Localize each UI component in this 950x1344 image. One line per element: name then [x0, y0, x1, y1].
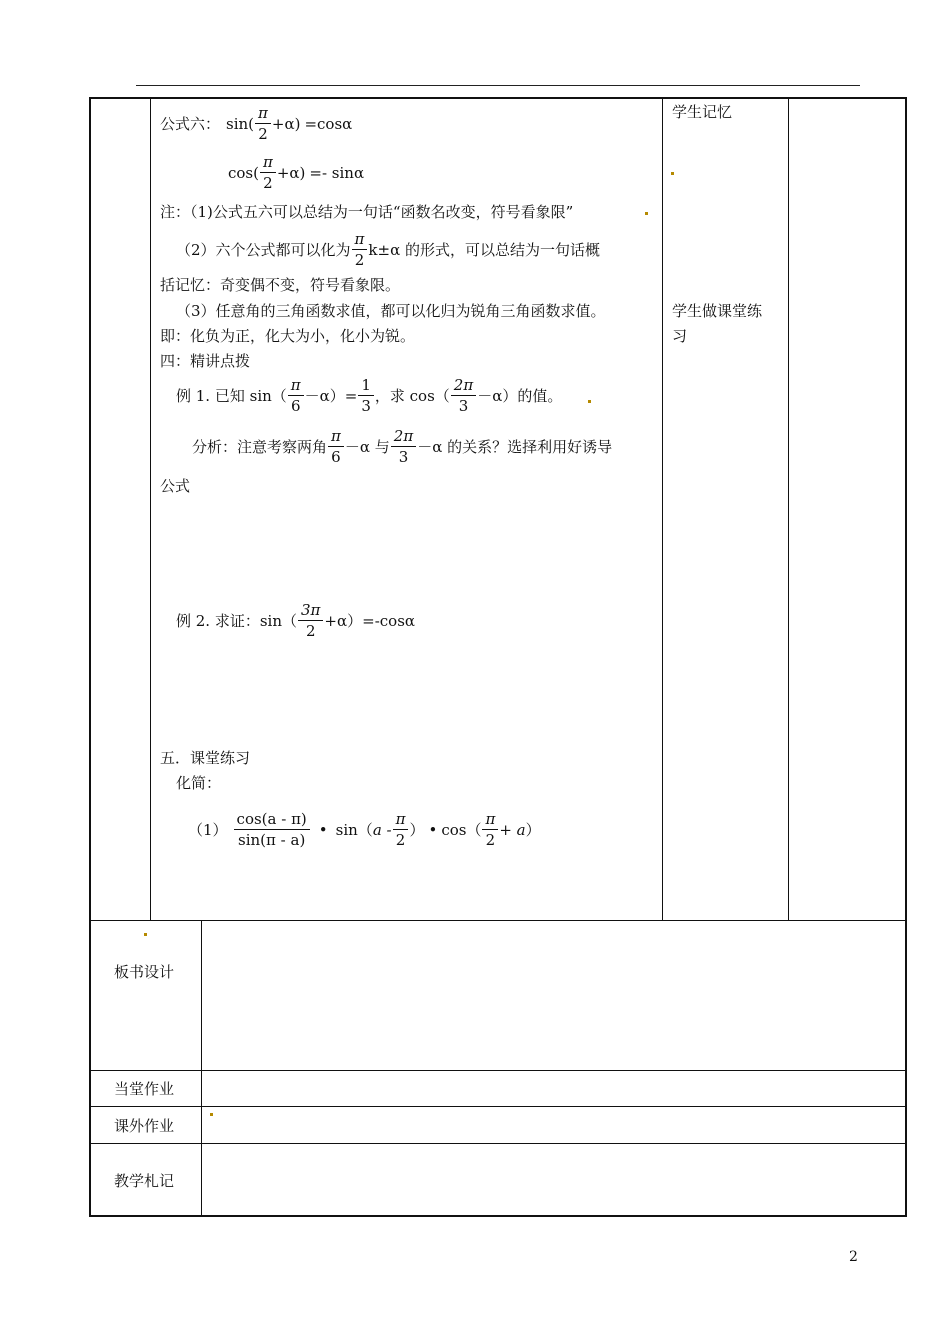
analysis-text-b: －α 与 [344, 437, 390, 456]
fraction-3pi-over-2 [298, 601, 323, 640]
fraction-pi-over-2 [482, 810, 498, 849]
side-note-2-line-2: 习 [672, 327, 688, 345]
note-2-text-a: （2）六个公式都可以化为 [176, 240, 351, 259]
close-paren: ） [409, 820, 425, 839]
analysis-line-2: 公式 [160, 477, 191, 495]
table-border-top [89, 97, 907, 99]
fraction-denominator: 2 [305, 622, 316, 640]
fraction-numerator: π [331, 427, 341, 445]
section-4-title: 四：精讲点拨 [160, 352, 251, 370]
section-5-subtitle: 化简： [176, 774, 222, 792]
formula-six-sin [160, 104, 352, 143]
formula-six-label: 公式六： [160, 114, 221, 133]
note-2-line-1 [176, 230, 600, 269]
sin-text: sin( [226, 114, 255, 133]
row-divider-4 [89, 1143, 907, 1144]
col-divider-1 [150, 97, 151, 920]
fraction-denominator: 2 [395, 831, 406, 849]
fraction-pi-over-2 [352, 230, 368, 269]
fraction-numerator: π [258, 104, 268, 122]
close-paren: ） [525, 820, 541, 839]
formula-rhs: =- sinα [309, 163, 365, 182]
board-design-label: 板书设计 [114, 963, 175, 981]
table-border-right [905, 97, 907, 1217]
page-number: 2 [849, 1249, 858, 1265]
col-divider-2 [662, 97, 663, 920]
fraction-cos-over-sin [234, 810, 310, 849]
note-2-text-b: k±α 的形式，可以总结为一句话概 [368, 240, 600, 259]
exercise-number: （1） [188, 820, 228, 839]
note-3-line-2: 即：化负为正，化大为小，化小为锐。 [160, 327, 416, 345]
section-5-title: 五．课堂练习 [160, 749, 251, 767]
fraction-numerator: cos(a - π) [236, 810, 307, 828]
example-1-text-a: 例 1. 已知 sin（ [176, 386, 287, 405]
fraction-pi-over-2 [255, 104, 271, 143]
fraction-numerator: π [262, 153, 273, 171]
example-1-text-c: ，求 cos（ [374, 386, 450, 405]
row-divider-2 [89, 1070, 907, 1071]
example-2-text-b: +α）=-cosα [324, 611, 416, 630]
example-1-text-d: －α）的值。 [477, 386, 563, 405]
fraction-denominator: sin(π - a) [238, 831, 306, 849]
col-divider-3 [788, 97, 789, 920]
plus-a: + a [499, 820, 526, 839]
example-2 [176, 601, 415, 640]
fraction-numerator: π [290, 376, 301, 394]
analysis-text-c: －α 的关系？选择利用好诱导 [417, 437, 613, 456]
bottom-col-divider [201, 920, 202, 1216]
fraction-numerator: 3π [301, 601, 321, 619]
fraction-denominator: 3 [398, 448, 409, 466]
fraction-pi-over-2 [260, 153, 276, 192]
header-rule [136, 85, 860, 86]
analysis [192, 427, 612, 466]
homework-label: 课外作业 [114, 1117, 175, 1135]
mark-dot [210, 1113, 213, 1116]
plus-alpha: +α) [276, 163, 306, 182]
fraction-2pi-over-3 [451, 376, 476, 415]
fraction-numerator: π [395, 810, 406, 828]
fraction-numerator: 2π [393, 427, 414, 445]
row-divider-3 [89, 1106, 907, 1107]
example-1 [176, 376, 562, 415]
cos-text: cos( [228, 163, 259, 182]
sin-text: sin（ [335, 820, 373, 839]
analysis-text-a: 分析：注意考察两角 [192, 437, 328, 456]
fraction-denominator: 3 [458, 397, 469, 415]
fraction-pi-over-6 [328, 427, 344, 466]
side-note-1: 学生记忆 [672, 103, 733, 121]
classwork-label: 当堂作业 [114, 1080, 175, 1098]
fraction-denominator: 2 [354, 251, 365, 269]
row-divider-1 [89, 920, 907, 921]
fraction-numerator: π [485, 810, 496, 828]
plus-alpha: +α) [271, 114, 301, 133]
teaching-notes-label: 教学札记 [114, 1172, 175, 1190]
exercise-1: （1） $\frac{\cos(a - \pi)}{\sin(\pi - a)}$ • sin（ a - $\frac{\pi}{2}$ ） • cos（ $\frac{\pi}{2}$ + a ） [188, 810, 541, 849]
fraction-numerator: 1 [361, 376, 371, 394]
fraction-denominator: 2 [263, 174, 273, 192]
mark-dot [588, 400, 591, 403]
mark-dot [645, 212, 648, 215]
fraction-denominator: 3 [361, 397, 371, 415]
table-border-left [89, 97, 91, 1217]
mark-dot [144, 933, 147, 936]
fraction-one-third [358, 376, 374, 415]
mark-dot [671, 172, 674, 175]
note-2-line-2: 括记忆：奇变偶不变，符号看象限。 [160, 276, 401, 294]
a-minus: a - [372, 820, 392, 839]
fraction-2pi-over-3 [391, 427, 416, 466]
fraction-numerator: 2π [453, 376, 474, 394]
formula-six-cos [228, 153, 364, 192]
fraction-denominator: 2 [485, 831, 496, 849]
note-3-line-1: （3）任意角的三角函数求值，都可以化归为锐角三角函数求值。 [176, 302, 606, 320]
note-1: 注：（1)公式五六可以总结为一句话“函数名改变，符号看象限” [160, 203, 574, 221]
fraction-denominator: 2 [258, 125, 268, 143]
fraction-numerator: π [354, 230, 365, 248]
table-border-bottom [89, 1215, 907, 1217]
cos-text: cos（ [441, 820, 482, 839]
example-1-text-b: －α）= [304, 386, 358, 405]
example-2-text-a: 例 2. 求证：sin（ [176, 611, 298, 630]
fraction-denominator: 6 [290, 397, 301, 415]
fraction-pi-over-2 [393, 810, 409, 849]
fraction-denominator: 6 [331, 448, 341, 466]
side-note-2-line-1: 学生做课堂练 [672, 302, 763, 320]
fraction-pi-over-6 [288, 376, 304, 415]
formula-rhs: =cosα [304, 114, 353, 133]
